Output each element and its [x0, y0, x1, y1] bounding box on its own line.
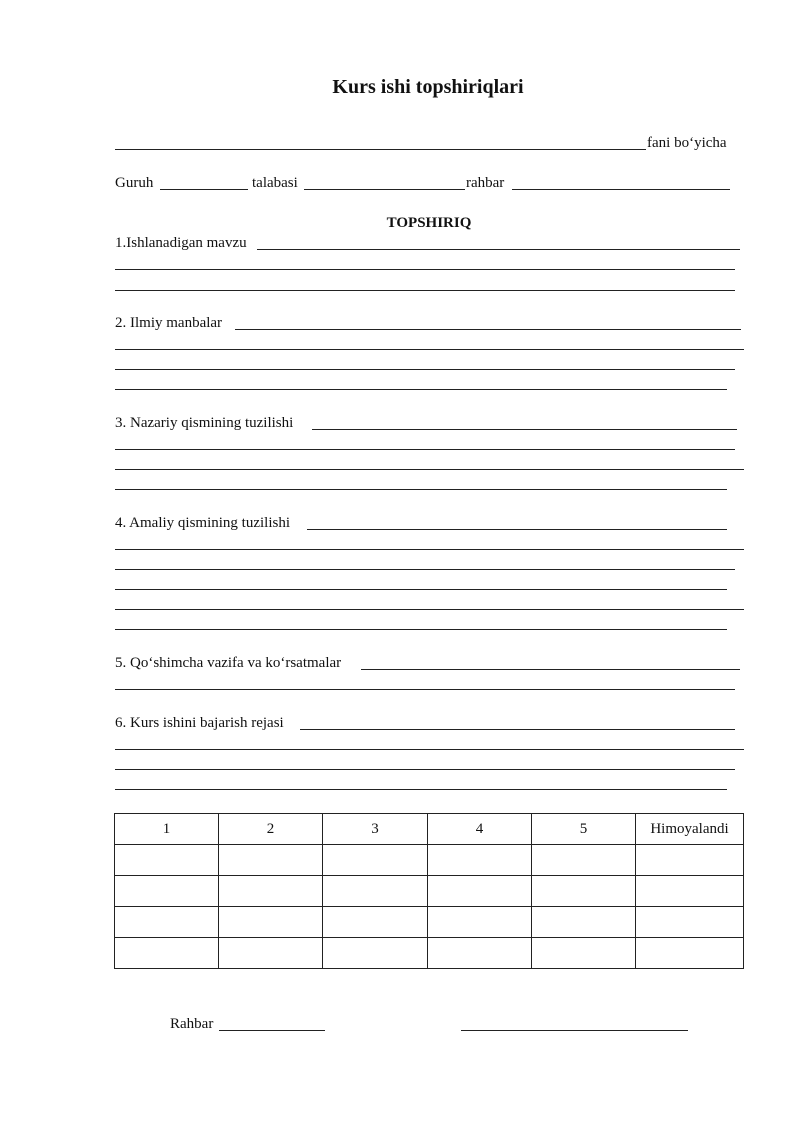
- table-cell[interactable]: [428, 845, 532, 876]
- item-4-line[interactable]: [307, 529, 727, 530]
- table-cell[interactable]: [115, 876, 219, 907]
- footer-rahbar-signature-line[interactable]: [219, 1030, 325, 1031]
- table-header-cell: Himoyalandi: [636, 814, 744, 845]
- schedule-table: [114, 813, 744, 969]
- item-5-line[interactable]: [361, 669, 740, 670]
- item-4-line[interactable]: [115, 569, 735, 570]
- footer-rahbar-label: Rahbar: [170, 1016, 214, 1032]
- table-header-cell: 5: [532, 814, 636, 845]
- item-3-line[interactable]: [115, 469, 744, 470]
- item-3-line[interactable]: [115, 489, 727, 490]
- item-1-line[interactable]: [115, 269, 735, 270]
- item-4-line[interactable]: [115, 589, 727, 590]
- section-heading: TOPSHIRIQ: [386, 215, 472, 231]
- table-cell[interactable]: [323, 876, 428, 907]
- item-4-line[interactable]: [115, 609, 744, 610]
- item-4-label: 4. Amaliy qismining tuzilishi: [115, 515, 291, 531]
- item-1-label: 1.Ishlanadigan mavzu: [115, 235, 247, 251]
- table-header-cell: 4: [428, 814, 532, 845]
- guruh-label: Guruh: [115, 175, 154, 191]
- item-3-line[interactable]: [115, 449, 735, 450]
- table-cell[interactable]: [428, 876, 532, 907]
- item-1-line[interactable]: [257, 249, 740, 250]
- rahbar-field-line[interactable]: [512, 189, 730, 190]
- page-title: Kurs ishi topshiriqlari: [332, 76, 524, 98]
- item-4-line[interactable]: [115, 629, 727, 630]
- table-cell[interactable]: [428, 938, 532, 969]
- item-2-line[interactable]: [235, 329, 741, 330]
- table-cell[interactable]: [532, 876, 636, 907]
- table-cell[interactable]: [636, 938, 744, 969]
- rahbar-label: rahbar: [466, 175, 505, 191]
- item-2-line[interactable]: [115, 369, 735, 370]
- table-cell[interactable]: [323, 845, 428, 876]
- table-cell[interactable]: [532, 938, 636, 969]
- guruh-field-line[interactable]: [160, 189, 248, 190]
- fani-label: fani bo‘yicha: [647, 135, 727, 151]
- item-2-label: 2. Ilmiy manbalar: [115, 315, 223, 331]
- table-header-cell: 2: [219, 814, 323, 845]
- item-3-line[interactable]: [312, 429, 737, 430]
- talabasi-label: talabasi: [252, 175, 298, 191]
- item-5-label: 5. Qo‘shimcha vazifa va ko‘rsatmalar: [115, 655, 342, 671]
- talabasi-field-line[interactable]: [304, 189, 465, 190]
- table-header-cell: 3: [323, 814, 428, 845]
- table-row: [115, 845, 744, 876]
- table-cell[interactable]: [219, 876, 323, 907]
- item-2-line[interactable]: [115, 349, 744, 350]
- table-cell[interactable]: [323, 907, 428, 938]
- table-cell[interactable]: [532, 907, 636, 938]
- subject-extra-line[interactable]: [493, 149, 646, 150]
- table-cell[interactable]: [115, 907, 219, 938]
- table-cell[interactable]: [219, 845, 323, 876]
- table-row: [115, 938, 744, 969]
- item-6-line[interactable]: [115, 749, 744, 750]
- item-6-line[interactable]: [300, 729, 735, 730]
- table-cell[interactable]: [636, 876, 744, 907]
- item-5-line[interactable]: [115, 689, 735, 690]
- table-cell[interactable]: [219, 938, 323, 969]
- item-6-label: 6. Kurs ishini bajarish rejasi: [115, 715, 284, 731]
- subject-name-line[interactable]: [115, 149, 493, 150]
- footer-name-line[interactable]: [461, 1030, 688, 1031]
- table-cell[interactable]: [636, 845, 744, 876]
- table-cell[interactable]: [323, 938, 428, 969]
- table-header-cell: 1: [115, 814, 219, 845]
- table-row: [115, 907, 744, 938]
- table-cell[interactable]: [115, 938, 219, 969]
- table-cell[interactable]: [219, 907, 323, 938]
- table-header-row: [115, 814, 744, 845]
- table-cell[interactable]: [636, 907, 744, 938]
- item-6-line[interactable]: [115, 789, 727, 790]
- table-cell[interactable]: [115, 845, 219, 876]
- item-4-line[interactable]: [115, 549, 744, 550]
- item-6-line[interactable]: [115, 769, 735, 770]
- item-1-line[interactable]: [115, 290, 735, 291]
- table-row: [115, 876, 744, 907]
- table-cell[interactable]: [428, 907, 532, 938]
- item-2-line[interactable]: [115, 389, 727, 390]
- table-cell[interactable]: [532, 845, 636, 876]
- item-3-label: 3. Nazariy qismining tuzilishi: [115, 415, 294, 431]
